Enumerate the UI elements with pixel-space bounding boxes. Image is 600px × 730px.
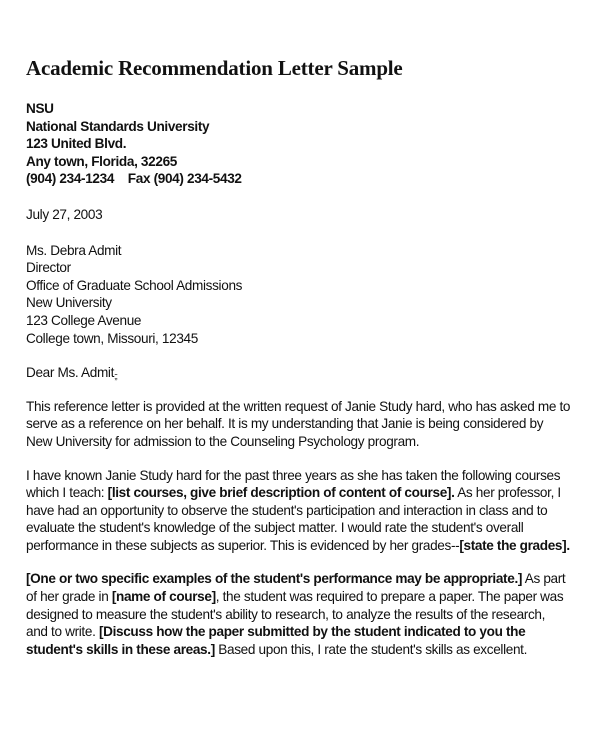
paragraph-line: have had an opportunity to observe the student's participation and interaction in class and to [26, 502, 548, 518]
placeholder-examples: [One or two specific examples of the student's performance may be appropriate.] [26, 571, 523, 587]
salutation-text: Dear Ms. Admit [26, 365, 115, 381]
paragraph-line [26, 641, 586, 659]
recipient-title: Director [26, 260, 71, 276]
sender-phone: (904) 234-1234 [26, 171, 115, 187]
sender-name: National Standards University [26, 118, 210, 134]
paragraph-line [26, 537, 586, 555]
letter-date: July 27, 2003 [26, 206, 103, 222]
sender-address [26, 100, 586, 188]
sender-fax: Fax (904) 234-5432 [127, 171, 242, 187]
placeholder-grades: [state the grades]. [459, 537, 570, 553]
text-run: As her professor, I [454, 485, 561, 501]
sender-street: 123 United Blvd. [26, 136, 127, 152]
recipient-office: Office of Graduate School Admissions [26, 277, 243, 293]
recipient-address [26, 242, 586, 348]
paragraph-line: This reference letter is provided at the written request of Janie Study hard, who has asked me to [26, 398, 571, 414]
placeholder-course-name: [name of course] [111, 589, 216, 605]
placeholder-courses: [list courses, give brief description of content of course]. [107, 485, 455, 501]
recipient-institution: New University [26, 295, 112, 311]
paragraph-line [26, 484, 586, 502]
recipient-street: 123 College Avenue [26, 312, 142, 328]
paragraph-line: serve as a reference on her behalf. It is my understanding that Janie is being considered by [26, 416, 544, 432]
recipient-city: College town, Missouri, 12345 [26, 330, 198, 346]
salutation [26, 364, 586, 382]
paragraph-examples [26, 570, 586, 658]
paragraph-line: designed to measure the student's ability to research, to analyze the results of the research, [26, 606, 546, 622]
text-run: , the student was required to prepare a paper. The paper was [215, 589, 564, 605]
text-run: of her grade in [26, 589, 112, 605]
text-run: As part [522, 571, 566, 587]
text-run: which I teach: [26, 485, 108, 501]
paragraph-reference-request [26, 398, 586, 451]
paragraph-line [26, 588, 586, 606]
placeholder-paper-discussion: [Discuss how the paper submitted by the student indicated to you the [98, 624, 526, 640]
text-run: and to write. [26, 624, 99, 640]
paragraph-line: evaluate the student's knowledge of the subject matter. I would rate the student's overall [26, 520, 524, 536]
paragraph-line: I have known Janie Study hard for the past three years as she has taken the following courses [26, 467, 561, 483]
paragraph-line [26, 623, 586, 641]
paragraph-line: New University for admission to the Counseling Psychology program. [26, 433, 420, 449]
sender-city: Any town, Florida, 32265 [26, 153, 177, 169]
paragraph-courses [26, 467, 586, 555]
sender-abbreviation: NSU [26, 101, 54, 116]
letter-body [26, 100, 586, 658]
recipient-name: Ms. Debra Admit [26, 242, 122, 258]
paragraph-line [26, 570, 586, 588]
placeholder-skills: student's skills in these areas.] [26, 641, 215, 657]
sender-contact [26, 170, 586, 188]
text-run: performance in these subjects as superior. This is evidenced by her grades-- [26, 537, 460, 553]
document-title: Academic Recommendation Letter Sample [26, 56, 403, 80]
text-run: Based upon this, I rate the student's skills as excellent. [214, 641, 528, 657]
salutation-mark: ;; [114, 371, 118, 382]
